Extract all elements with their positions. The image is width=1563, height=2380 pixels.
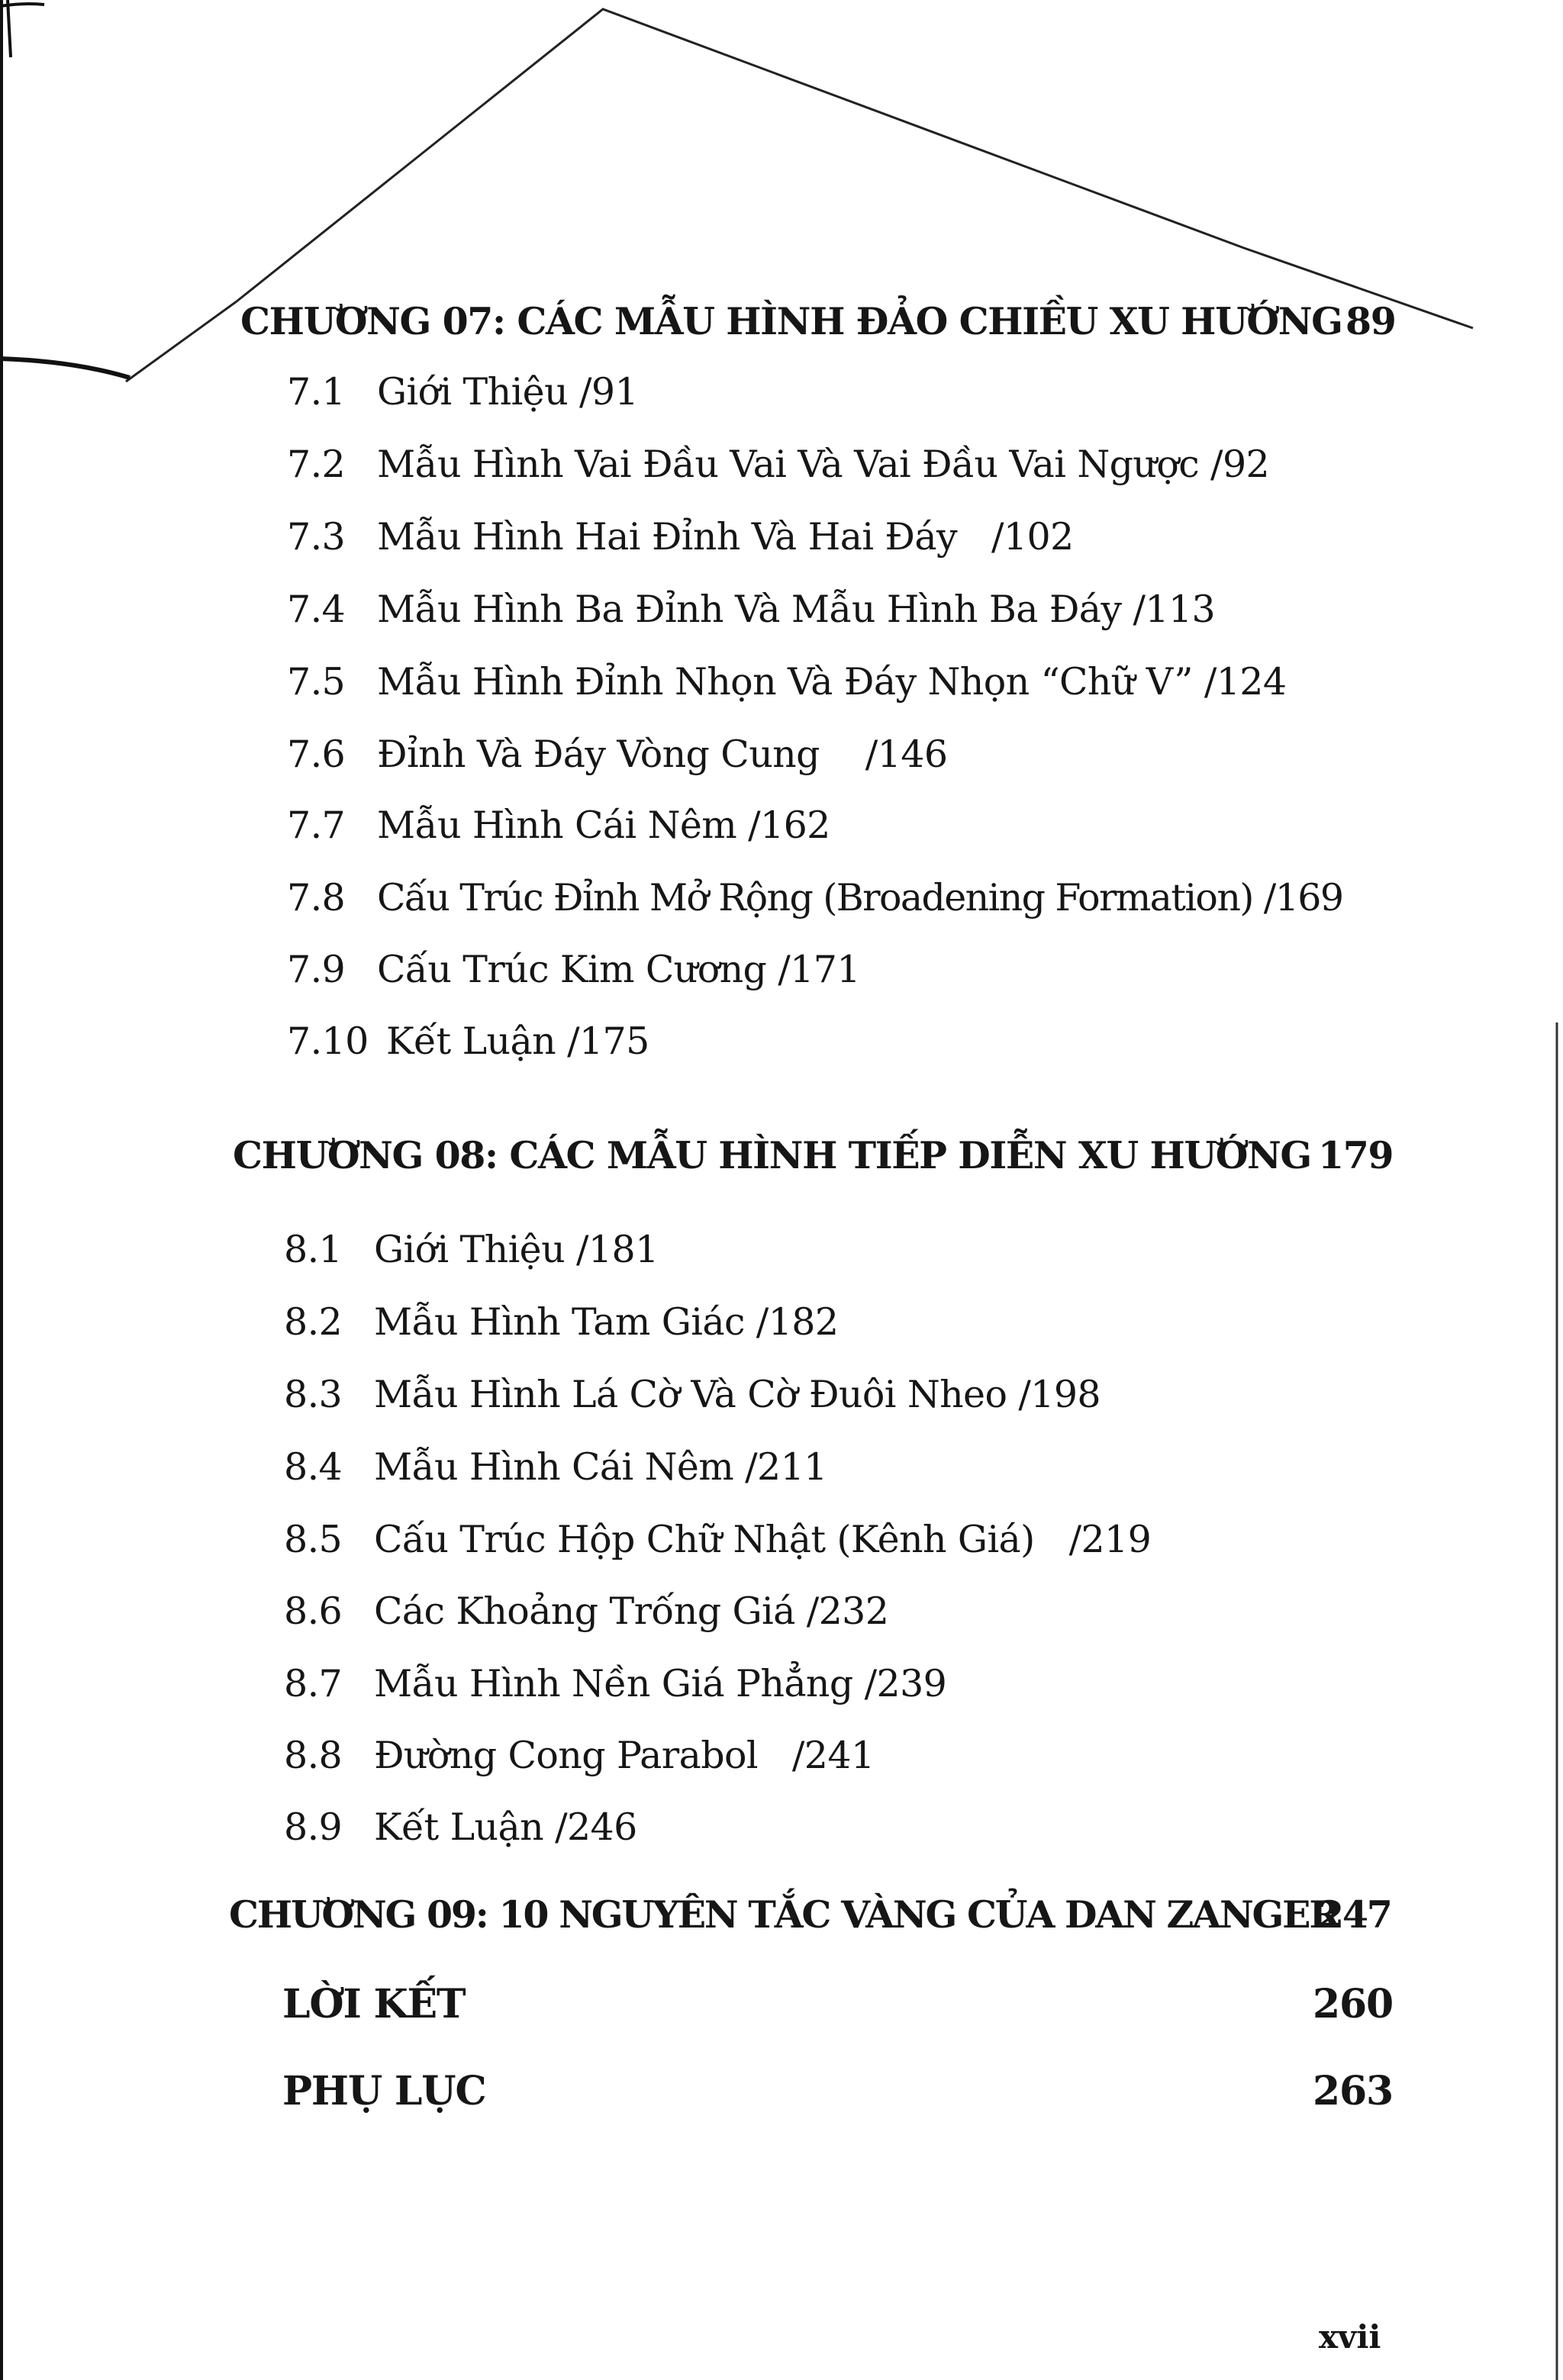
section-title: Giới Thiệu /91 bbox=[377, 370, 639, 414]
section-number: 8.1 bbox=[284, 1228, 343, 1271]
section-title: Mẫu Hình Tam Giác /182 bbox=[374, 1300, 839, 1344]
section-title: Cấu Trúc Đỉnh Mở Rộng (Broadening Formation) /169 bbox=[377, 876, 1343, 919]
afterword-heading bbox=[282, 1981, 1393, 2027]
chapter-07-title: CHƯƠNG 07: CÁC MẪU HÌNH ĐẢO CHIỀU XU HƯỚNG bbox=[240, 299, 1342, 343]
page-number: xvii bbox=[1319, 2318, 1381, 2356]
section-title: Kết Luận /246 bbox=[374, 1805, 637, 1849]
afterword-page: 260 bbox=[1313, 1981, 1393, 2027]
section-number: 7.5 bbox=[287, 660, 346, 704]
section-number: 7.4 bbox=[287, 588, 346, 631]
section-number: 7.7 bbox=[287, 804, 346, 847]
section-title: Kết Luận /175 bbox=[386, 1019, 649, 1063]
chapter-07-heading bbox=[240, 299, 1396, 343]
section-number: 7.6 bbox=[287, 733, 346, 776]
section-title: Giới Thiệu /181 bbox=[374, 1228, 659, 1271]
appendix-page: 263 bbox=[1313, 2068, 1393, 2114]
section-title: Các Khoảng Trống Giá /232 bbox=[374, 1589, 889, 1633]
chapter-07-page: 89 bbox=[1345, 299, 1396, 343]
section-number: 7.3 bbox=[287, 515, 346, 559]
section-title: Mẫu Hình Nền Giá Phẳng /239 bbox=[374, 1662, 947, 1705]
section-title: Đường Cong Parabol /241 bbox=[374, 1734, 875, 1777]
section-number: 7.2 bbox=[287, 443, 346, 486]
appendix-title: PHỤ LỤC bbox=[282, 2068, 486, 2114]
section-number: 7.9 bbox=[287, 948, 346, 991]
section-number: 8.9 bbox=[284, 1805, 343, 1849]
section-number: 8.8 bbox=[284, 1734, 343, 1777]
section-title: Mẫu Hình Cái Nêm /162 bbox=[377, 804, 830, 847]
afterword-title: LỜI KẾT bbox=[282, 1981, 466, 2027]
section-number: 8.6 bbox=[284, 1589, 343, 1633]
section-title: Mẫu Hình Hai Đỉnh Và Hai Đáy /102 bbox=[377, 515, 1074, 559]
chapter-08-heading bbox=[233, 1133, 1394, 1177]
section-number: 8.7 bbox=[284, 1662, 343, 1705]
section-number: 8.4 bbox=[284, 1445, 343, 1489]
chapter-09-title: CHƯƠNG 09: 10 NGUYÊN TẮC VÀNG CỦA DAN ZANGER bbox=[229, 1892, 1339, 1937]
section-title: Mẫu Hình Cái Nêm /211 bbox=[374, 1445, 827, 1489]
chapter-08-page: 179 bbox=[1318, 1133, 1394, 1177]
chapter-09-heading bbox=[229, 1892, 1391, 1937]
appendix-heading bbox=[282, 2068, 1393, 2114]
section-number: 8.3 bbox=[284, 1373, 343, 1416]
section-number: 8.2 bbox=[284, 1300, 343, 1344]
chapter-09-page: 247 bbox=[1318, 1892, 1391, 1937]
section-title: Đỉnh Và Đáy Vòng Cung /146 bbox=[377, 733, 948, 776]
section-number: 8.5 bbox=[284, 1518, 343, 1561]
section-title: Cấu Trúc Kim Cương /171 bbox=[377, 948, 860, 991]
section-title: Mẫu Hình Ba Đỉnh Và Mẫu Hình Ba Đáy /113 bbox=[377, 588, 1216, 631]
section-title: Mẫu Hình Đỉnh Nhọn Và Đáy Nhọn “Chữ V” /124 bbox=[377, 660, 1287, 704]
section-title: Mẫu Hình Lá Cờ Và Cờ Đuôi Nheo /198 bbox=[374, 1373, 1101, 1416]
section-title: Cấu Trúc Hộp Chữ Nhật (Kênh Giá) /219 bbox=[374, 1518, 1152, 1561]
section-number: 7.1 bbox=[287, 370, 346, 414]
chapter-08-title: CHƯƠNG 08: CÁC MẪU HÌNH TIẾP DIỄN XU HƯỚNG bbox=[233, 1133, 1311, 1177]
section-title: Mẫu Hình Vai Đầu Vai Và Vai Đầu Vai Ngược /92 bbox=[377, 443, 1270, 486]
section-number: 7.10 bbox=[287, 1019, 369, 1063]
section-number: 7.8 bbox=[287, 876, 346, 919]
